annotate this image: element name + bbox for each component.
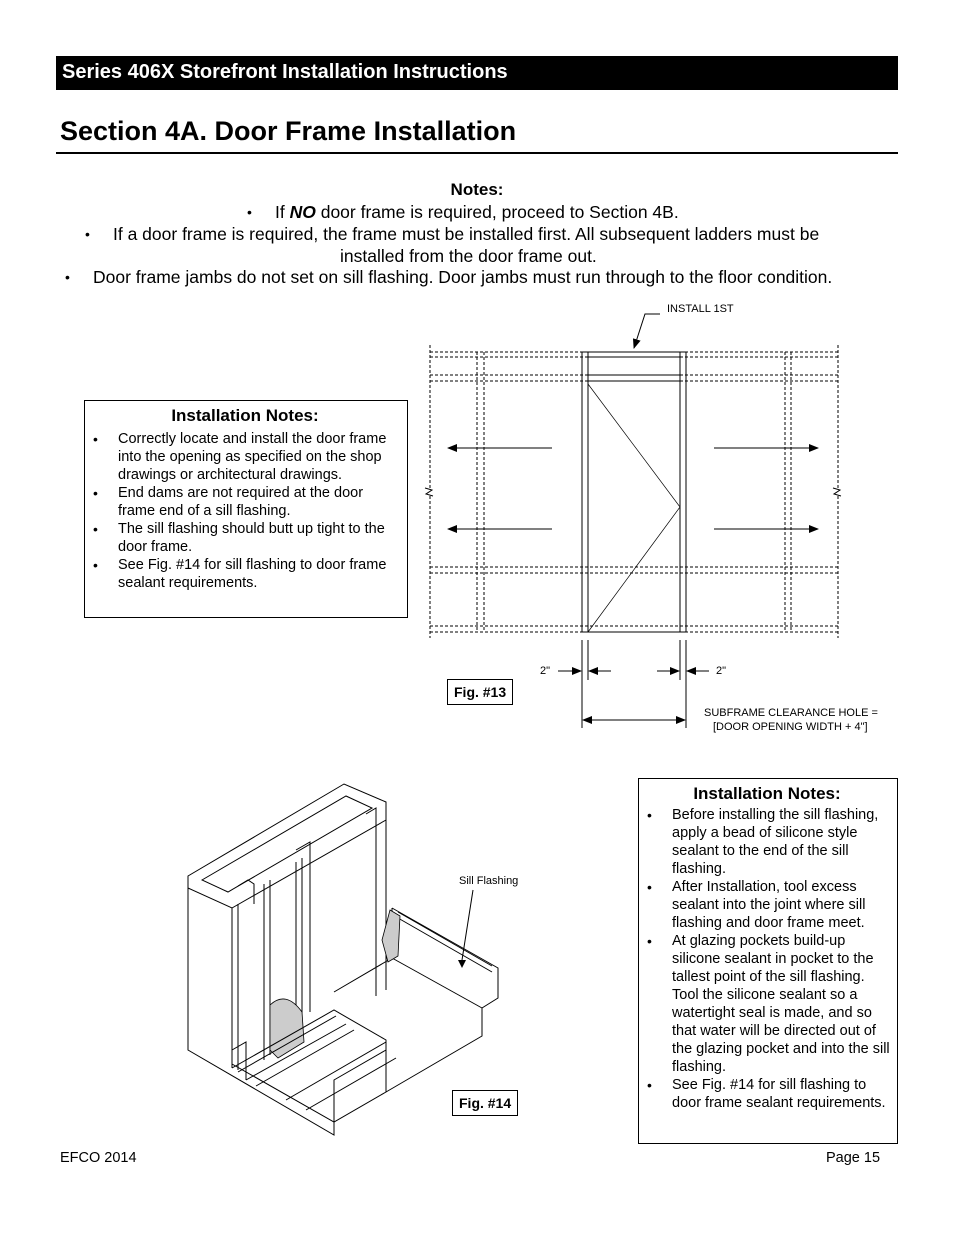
bullet-marker: •: [85, 226, 90, 242]
fig14-label: Fig. #14: [452, 1090, 518, 1116]
bullet-marker: •: [247, 204, 252, 220]
notes-heading: Notes:: [450, 180, 504, 199]
installation-note: • Before installing the sill flashing, apply a bead of silicone style sealant to the end of the sill flashing.: [643, 806, 891, 878]
bullet-marker: •: [65, 269, 70, 285]
note-item-1-prefix: If: [275, 202, 290, 222]
dimension-right-label: 2": [716, 665, 727, 677]
installation-note: • See Fig. #14 for sill flashing to door frame sealant requirements.: [643, 1076, 891, 1112]
note-item-3: Door frame jambs do not set on sill flashing. Door jambs must run through to the floor condition.: [93, 267, 833, 287]
dashed-rails: [430, 345, 838, 638]
fig13-label: Fig. #13: [447, 679, 513, 705]
footer-page-number: Page 15: [826, 1150, 881, 1166]
note-item-2-line-1: If a door frame is required, the frame must be installed first. All subsequent ladders must be: [113, 224, 820, 244]
installation-note: • After Installation, tool excess sealant into the joint where sill flashing and door frame meet.: [643, 878, 891, 932]
installation-notes-heading: Installation Notes:: [693, 784, 841, 803]
installation-notes-box-2: [638, 778, 898, 1144]
dimension-left-label: 2": [540, 665, 551, 677]
installation-note: • At glazing pockets build-up silicone sealant in pocket to the tallest point of the sill flashing. Tool the silicone sealant so a watertight seal is made, and so that water will be directed out of the glazing pocket and into the sill flashing.: [643, 932, 891, 1076]
section-title: Section 4A. Door Frame Installation: [60, 116, 517, 146]
installation-note: • The sill flashing should butt up tight to the door frame.: [93, 520, 397, 556]
note-item-2-line-2: installed from the door frame out.: [340, 246, 597, 266]
installation-note: • See Fig. #14 for sill flashing to door frame sealant requirements.: [93, 556, 397, 592]
sill-flashing-callout: Sill Flashing: [459, 875, 519, 887]
footer-left: EFCO 2014: [60, 1150, 137, 1166]
install-first-callout: INSTALL 1ST: [667, 303, 734, 315]
installation-note: • Correctly locate and install the door frame into the opening as specified on the shop drawings or architectural drawings.: [93, 430, 397, 484]
header-title: Series 406X Storefront Installation Instructions: [62, 61, 508, 83]
subframe-clearance-label-line-1: SUBFRAME CLEARANCE HOLE =: [704, 707, 878, 719]
sill-flashing-leader: [440, 880, 490, 970]
note-item-1-emphasis: NO: [289, 202, 316, 222]
installation-notes-list: [643, 806, 891, 1112]
installation-note: • End dams are not required at the door frame end of a sill flashing.: [93, 484, 397, 520]
subframe-clearance-label-line-2: [DOOR OPENING WIDTH + 4"]: [713, 721, 868, 733]
note-item-1-suffix: door frame is required, proceed to Section 4B.: [315, 202, 679, 222]
installation-notes-heading: Installation Notes:: [171, 406, 319, 425]
door-frame: [582, 352, 686, 632]
